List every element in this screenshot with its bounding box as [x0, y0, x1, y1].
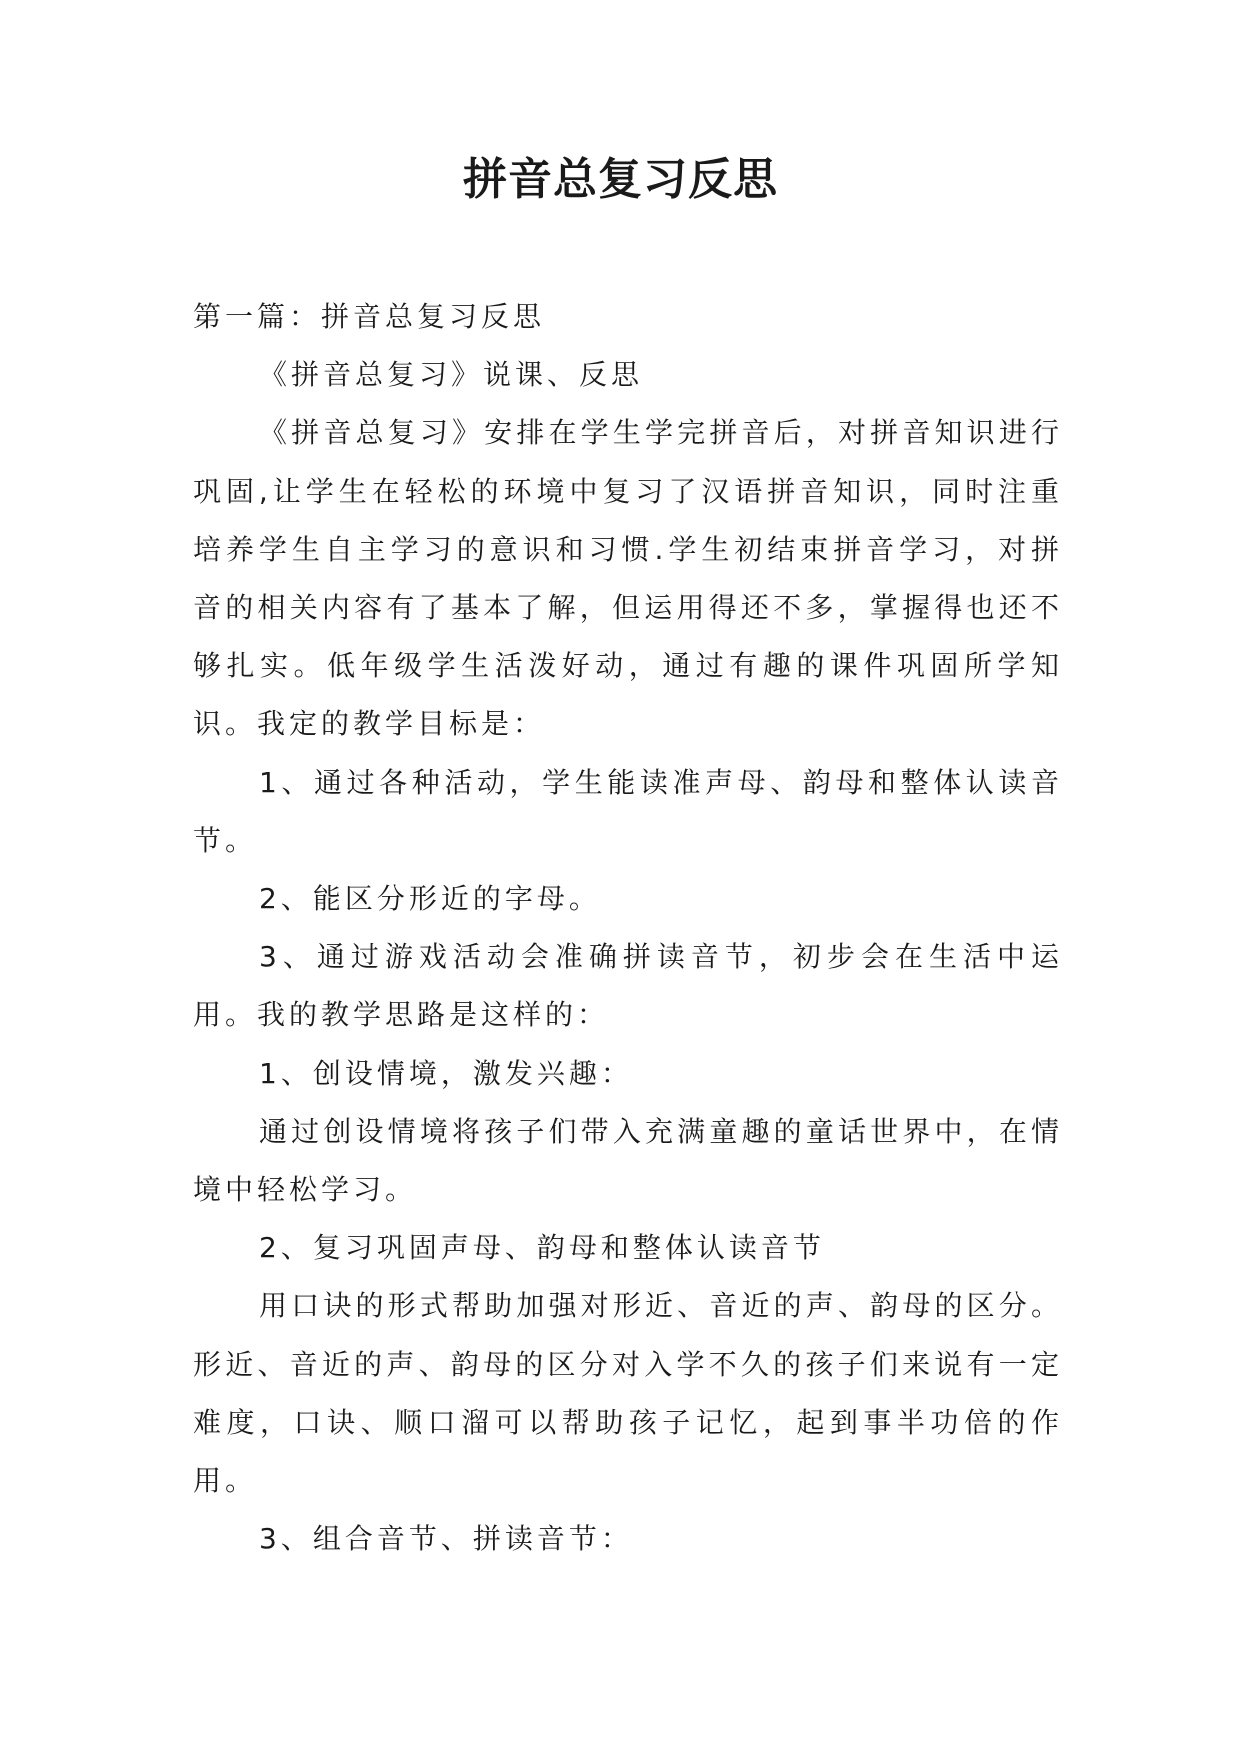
paragraph-subtitle: 《拼音总复习》说课、反思 — [259, 358, 644, 392]
paragraph-goal-1: 1、通过各种活动，学生能读准声母、韵母和整体认读音节。 — [193, 765, 1063, 857]
paragraph-step-1-body: 通过创设情境将孩子们带入充满童趣的童话世界中，在情境中轻松学习。 — [193, 1114, 1063, 1207]
paragraph-step-2-heading: 2、复习巩固声母、韵母和整体认读音节 — [259, 1231, 825, 1265]
paragraph-section-heading: 第一篇：拼音总复习反思 — [193, 300, 546, 333]
document-body — [193, 288, 1063, 1568]
document-title: 拼音总复习反思 — [463, 154, 778, 205]
paragraph-goal-2: 2、能区分形近的字母。 — [259, 882, 601, 916]
paragraph-intro: 《拼音总复习》安排在学生学完拼音后，对拼音知识进行巩固,让学生在轻松的环境中复习了汉语拼音知识，同时注重培养学生自主学习的意识和习惯.学生初结束拼音学习，对拼音的相关内容有了基本了解，但运用得还不多，掌握得也还不够扎实。低年级学生活泼好动，通过有趣的课件巩固所学知识。我定的教学目标是： — [193, 416, 1063, 741]
paragraph-goal-3: 3、通过游戏活动会准确拼读音节，初步会在生活中运用。我的教学思路是这样的： — [193, 940, 1063, 1032]
paragraph-step-1-heading: 1、创设情境，激发兴趣： — [259, 1056, 633, 1090]
paragraph-step-2-body: 用口诀的形式帮助加强对形近、音近的声、韵母的区分。形近、音近的声、韵母的区分对入学不久的孩子们来说有一定难度，口诀、顺口溜可以帮助孩子记忆，起到事半功倍的作用。 — [193, 1289, 1063, 1498]
paragraph-step-3-heading: 3、组合音节、拼读音节： — [259, 1522, 633, 1556]
